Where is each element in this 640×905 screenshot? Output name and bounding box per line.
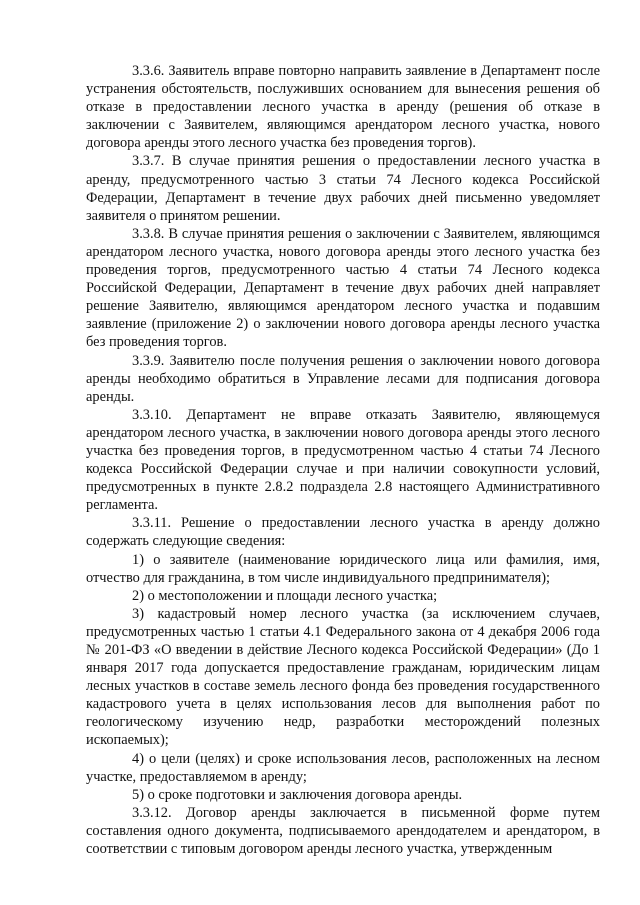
paragraph-3-3-11: 3.3.11. Решение о предоставлении лесного участка в аренду должно содержать следующие сведения: bbox=[86, 515, 600, 550]
list-item-3: 3) кадастровый номер лесного участка (за исключением случаев, предусмотренных частью 1 статьи 4.1 Федерального закона от 4 декабря 2006 года № 201-ФЗ «О введении в действие Лесного кодекса Российской Федерации» (До 1 января 2017 года допускается предоставление гражданам, юридическим лицам лесных участков в составе земель лесного фонда без проведения государственного кадастрового учета в целях использования лесов для выполнения работ по геологическому изучению недр, разработки месторождений полезных ископаемых); bbox=[86, 605, 600, 749]
paragraph-3-3-10: 3.3.10. Департамент не вправе отказать Заявителю, являющемуся арендатором лесного участка, в заключении нового договора аренды этого лесного участка без проведения торгов, в предусмотренном частью 4 статьи 74 Лесного кодекса Российской Федерации случае и при наличии совокупности условий, предусмотренных в пункте 2.8.2 подраздела 2.8 настоящего Административного регламента. bbox=[86, 406, 600, 514]
list-item-1: 1) о заявителе (наименование юридического лица или фамилия, имя, отчество для гражданина, в том числе индивидуального предпринимателя); bbox=[86, 551, 600, 586]
list-item-4: 4) о цели (целях) и сроке использования лесов, расположенных на лесном участке, предоставляемом в аренду; bbox=[86, 750, 600, 785]
list-item-5: 5) о сроке подготовки и заключения договора аренды. bbox=[132, 786, 463, 803]
paragraph-3-3-12: 3.3.12. Договор аренды заключается в письменной форме путем составления одного документа, подписываемого арендодателем и арендатором, в соответствии с типовым договором аренды лесного участка, утвержденным bbox=[86, 804, 600, 858]
paragraph-3-3-7: 3.3.7. В случае принятия решения о предоставлении лесного участка в аренду, предусмотренного частью 3 статьи 74 Лесного кодекса Российской Федерации, Департамент в течение двух рабочих дней письменно уведомляет заявителя о принятом решении. bbox=[86, 153, 600, 224]
list-item-2: 2) о местоположении и площади лесного участка; bbox=[132, 587, 438, 604]
document-page bbox=[86, 62, 600, 858]
paragraph-3-3-8: 3.3.8. В случае принятия решения о заключении с Заявителем, являющимся арендатором лесного участка, нового договора аренды этого лесного участка без проведения торгов, предусмотренного частью 4 статьи 74 Лесного кодекса Российской Федерации, Департамент в течение двух рабочих дней направляет решение Заявителю, являющимся арендатором лесного участка и подавшим заявление (приложение 2) о заключении нового договора аренды лесного участка без проведения торгов. bbox=[86, 225, 600, 351]
paragraph-3-3-9: 3.3.9. Заявителю после получения решения о заключении нового договора аренды необходимо обратиться в Управление лесами для подписания договора аренды. bbox=[86, 352, 600, 405]
paragraph-3-3-6: 3.3.6. Заявитель вправе повторно направить заявление в Департамент после устранения обстоятельств, послуживших основанием для вынесения решения об отказе в предоставлении лесного участка в аренду (решения об отказе в заключении с Заявителем, являющимся арендатором лесного участка, нового договора аренды этого лесного участка без проведения торгов). bbox=[86, 63, 600, 152]
